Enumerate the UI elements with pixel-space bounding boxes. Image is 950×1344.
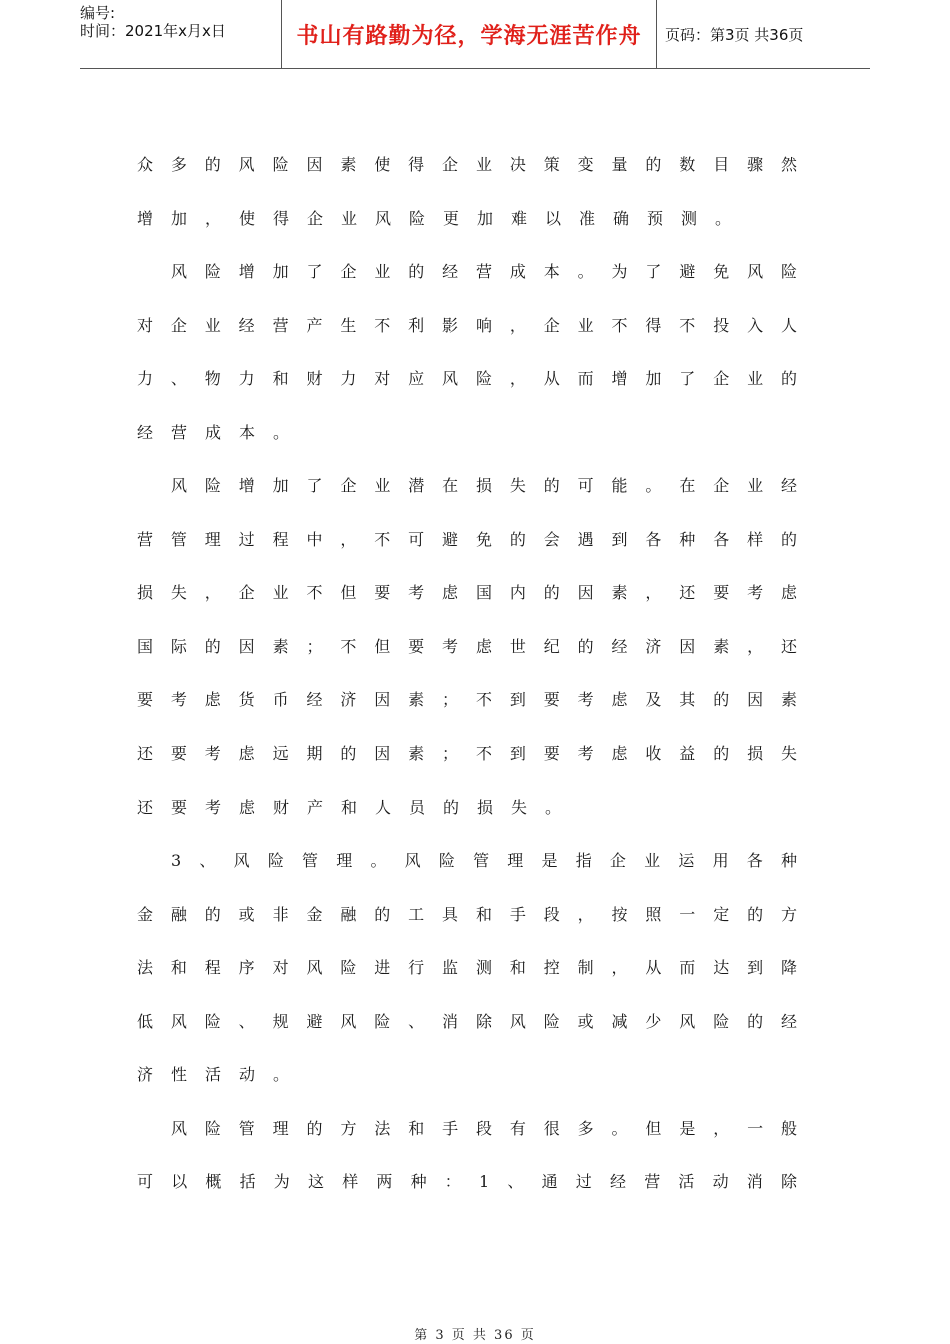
page-header bbox=[80, 0, 870, 69]
text-line: 增加，使得企业风险更加难以准确预测。 bbox=[137, 208, 750, 228]
header-motto-cell bbox=[281, 0, 657, 68]
header-page-info: 页码：第3页 共36页 bbox=[665, 25, 804, 44]
text-line: 营管理过程中，不可避免的会遇到各种各样的 bbox=[137, 529, 797, 549]
page-footer: 第 3 页 共 36 页 bbox=[414, 1328, 536, 1343]
document-date: 时间：2021年x月x日 bbox=[80, 22, 226, 40]
text-line: 3、风险管理。风险管理是指企业运用各种 bbox=[171, 851, 797, 871]
header-meta bbox=[80, 4, 280, 68]
header-page-cell bbox=[665, 0, 803, 68]
text-line: 可以概括为这样两种：1、通过经营活动消除 bbox=[137, 1172, 797, 1192]
document-body bbox=[137, 138, 797, 1209]
text-line: 低风险、规避风险、消除风险或减少风险的经 bbox=[137, 1011, 797, 1031]
text-line: 损失，企业不但要考虑国内的因素，还要考虑 bbox=[137, 583, 797, 603]
text-line: 对企业经营产生不利影响，企业不得不投入人 bbox=[137, 315, 797, 335]
text-line: 要考虑货币经济因素；不到要考虑及其的因素 bbox=[137, 690, 797, 710]
text-line: 风险管理的方法和手段有很多。但是，一般 bbox=[171, 1118, 797, 1138]
header-motto: 书山有路勤为径，学海无涯苦作舟 bbox=[296, 23, 642, 49]
text-line: 力、物力和财力对应风险，从而增加了企业的 bbox=[137, 369, 797, 389]
text-line: 风险增加了企业的经营成本。为了避免风险 bbox=[171, 262, 797, 282]
text-line: 经营成本。 bbox=[137, 422, 308, 442]
text-line: 风险增加了企业潜在损失的可能。在企业经 bbox=[171, 476, 797, 496]
text-line: 还要考虑远期的因素；不到要考虑收益的损失 bbox=[137, 744, 797, 764]
text-line: 还要考虑财产和人员的损失。 bbox=[137, 797, 580, 817]
text-line: 法和程序对风险进行监测和控制，从而达到降 bbox=[137, 958, 797, 978]
text-line: 国际的因素；不但要考虑世纪的经济因素，还 bbox=[137, 636, 797, 656]
document-number-label: 编号: bbox=[80, 4, 116, 22]
text-line: 金融的或非金融的工具和手段，按照一定的方 bbox=[137, 904, 797, 924]
text-line: 济性活动。 bbox=[137, 1065, 308, 1085]
text-line: 众多的风险因素使得企业决策变量的数目骤然 bbox=[137, 155, 797, 174]
